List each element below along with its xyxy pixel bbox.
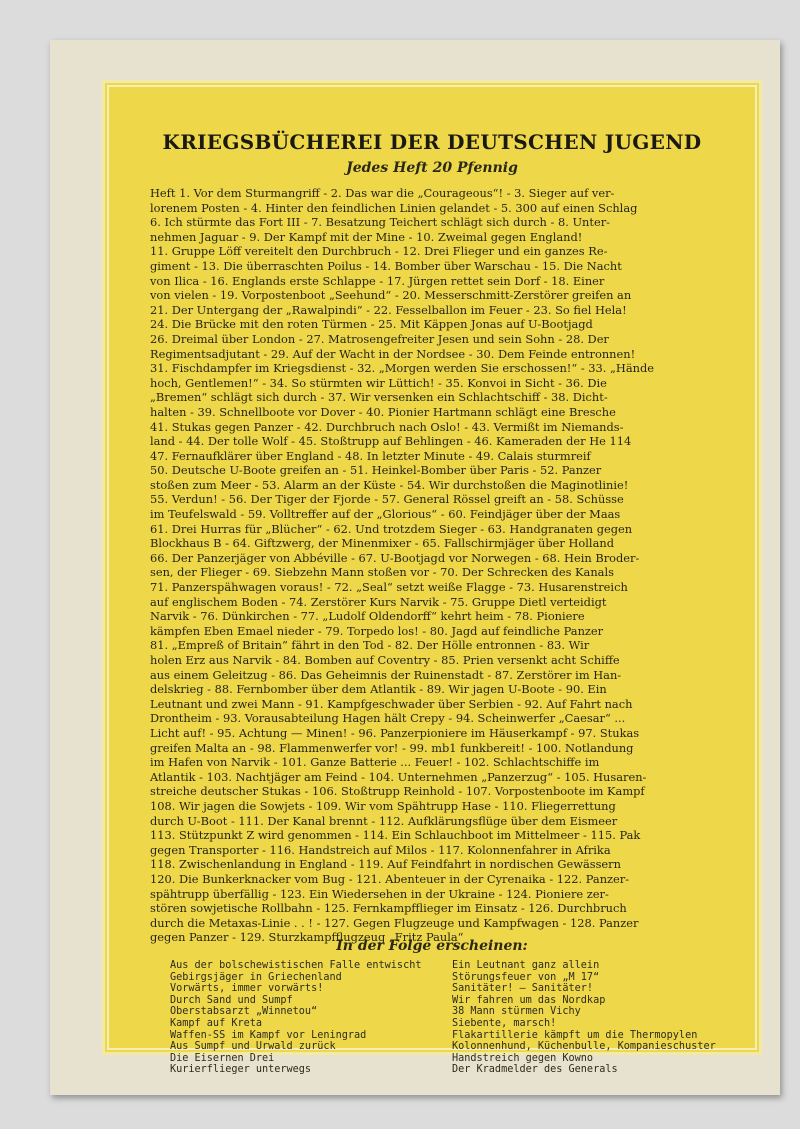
upcoming-title: Kolonnenhund, Küchenbulle, Kompanieschuster	[452, 1041, 716, 1053]
upcoming-title: 38 Mann stürmen Vichy	[452, 1006, 581, 1018]
upcoming-title: Wir fahren um das Nordkap	[452, 994, 606, 1006]
issue-list-line: im Hafen von Narvik - 101. Ganze Batterie ... Feuer! - 102. Schlachtschiffe im	[150, 755, 600, 770]
upcoming-title: Oberstabsarzt „Winnetou“	[170, 1006, 318, 1018]
upcoming-title: Der Kradmelder des Generals	[452, 1064, 618, 1076]
upcoming-title: Vorwärts, immer vorwärts!	[170, 983, 324, 995]
issue-list-line: streiche deutscher Stukas - 106. Stoßtrupp Reinhold - 107. Vorpostenboote im Kampf	[150, 784, 645, 799]
upcoming-title: Durch Sand und Sumpf	[170, 994, 293, 1006]
issue-list-line: nehmen Jaguar - 9. Der Kampf mit der Mine - 10. Zweimal gegen England!	[150, 229, 583, 244]
issue-list-line: 50. Deutsche U-Boote greifen an - 51. Heinkel-Bomber über Paris - 52. Panzer	[150, 463, 602, 478]
issue-list-line: 41. Stukas gegen Panzer - 42. Durchbruch nach Oslo! - 43. Vermißt im Niemands-	[150, 419, 624, 434]
issue-list-line: auf englischem Boden - 74. Zerstörer Kurs Narvik - 75. Gruppe Dietl verteidigt	[150, 594, 607, 609]
issue-list-line: Regimentsadjutant - 29. Auf der Wacht in der Nordsee - 30. Dem Feinde entronnen!	[150, 346, 636, 361]
issue-list-line: 118. Zwischenlandung in England - 119. Auf Feindfahrt in nordischen Gewässern	[150, 857, 621, 872]
upcoming-list-right	[452, 960, 752, 1076]
issue-list-line: halten - 39. Schnellboote vor Dover - 40. Pionier Hartmann schlägt eine Bresche	[150, 404, 616, 419]
issue-list-line: 113. Stützpunkt Z wird genommen - 114. Ein Schlauchboot im Mittelmeer - 115. Pak	[150, 828, 641, 843]
issue-list-line: 26. Dreimal über London - 27. Matrosengefreiter Jesen und sein Sohn - 28. Der	[150, 331, 609, 346]
issue-list-line: „Bremen“ schlägt sich durch - 37. Wir versenken ein Schlachtschiff - 38. Dicht-	[150, 390, 608, 405]
upcoming-title: Kampf auf Kreta	[170, 1017, 263, 1029]
upcoming-title: Flakartillerie kämpft um die Thermopylen	[452, 1029, 698, 1041]
issue-list-line: durch die Metaxas-Linie . . ! - 127. Gegen Flugzeuge und Kampfwagen - 128. Panzer	[150, 915, 639, 930]
booklet-cover	[50, 40, 780, 1095]
issue-list-line: hoch, Gentlemen!“ - 34. So stürmten wir Lüttich! - 35. Konvoi in Sicht - 36. Die	[150, 375, 607, 390]
upcoming-list-left	[170, 960, 440, 1076]
price-subtitle: Jedes Heft 20 Pfennig	[346, 160, 518, 176]
issue-list-line: durch U-Boot - 111. Der Kanal brennt - 112. Aufklärungsflüge über dem Eismeer	[150, 813, 618, 828]
yellow-panel	[102, 80, 762, 1076]
issue-list-line: holen Erz aus Narvik - 84. Bomben auf Coventry - 85. Prien versenkt acht Schiffe	[150, 653, 620, 667]
issue-list-line: Leutnant und zwei Mann - 91. Kampfgeschwader über Serbien - 92. Auf Fahrt nach	[150, 696, 633, 711]
issue-list-line: spähtrupp überfällig - 123. Ein Wiedersehen in der Ukraine - 124. Pioniere zer-	[150, 886, 609, 901]
upcoming-title: Aus der bolschewistischen Falle entwischt	[170, 960, 422, 971]
upcoming-title: Sanitäter! — Sanitäter!	[452, 983, 594, 995]
issue-list-line: gegen Panzer - 129. Sturzkampfflugzeug „Fritz Paula“	[150, 930, 464, 945]
issue-list-line: sen, der Flieger - 69. Siebzehn Mann stoßen vor - 70. Der Schrecken des Kanals	[150, 565, 614, 580]
upcoming-title: Störungsfeuer von „M 17“	[452, 971, 600, 983]
page-title: KRIEGSBÜCHEREI DER DEUTSCHEN JUGEND	[162, 130, 702, 154]
issue-list-line: 31. Fischdampfer im Kriegsdienst - 32. „Morgen werden Sie erschossen!“ - 33. „Hände	[150, 361, 655, 376]
issue-list-line: lorenem Posten - 4. Hinter den feindlichen Linien gelandet - 5. 300 auf einen Schlag	[150, 200, 638, 215]
upcoming-title: Aus Sumpf und Urwald zurück	[170, 1041, 336, 1053]
issue-list-line: 21. Der Untergang der „Rawalpindi“ - 22. Fesselballon im Feuer - 23. So fiel Hela!	[150, 302, 627, 317]
issue-list-line: 47. Fernaufklärer über England - 48. In letzter Minute - 49. Calais sturmreif	[150, 448, 591, 463]
issue-list-line: giment - 13. Die überraschten Poilus - 14. Bomber über Warschau - 15. Die Nacht	[150, 258, 622, 273]
issue-list-line: Heft 1. Vor dem Sturmangriff - 2. Das war die „Courageous“! - 3. Sieger auf ver-	[150, 186, 615, 200]
folge-heading: In der Folge erscheinen:	[336, 938, 528, 954]
issue-list-line: 61. Drei Hurras für „Blücher“ - 62. Und trotzdem Sieger - 63. Handgranaten gegen	[150, 521, 633, 536]
issue-list-line: 24. Die Brücke mit den roten Türmen - 25. Mit Käppen Jonas auf U-Bootjagd	[150, 317, 593, 332]
issue-list-line: im Teufelswald - 59. Volltreffer auf der „Glorious“ - 60. Feindjäger über der Maas	[150, 507, 621, 522]
issue-list-line: von Ilica - 16. Englands erste Schlappe - 17. Jürgen rettet sein Dorf - 18. Einer	[150, 273, 605, 288]
issue-list-line: 11. Gruppe Löff vereitelt den Durchbruch - 12. Drei Flieger und ein ganzes Re-	[150, 244, 608, 259]
issue-list-line: von vielen - 19. Vorpostenboot „Seehund“ - 20. Messerschmitt-Zerstörer greifen an	[150, 288, 632, 303]
upcoming-title: Waffen-SS im Kampf vor Leningrad	[170, 1029, 367, 1041]
issue-list-line: greifen Malta an - 98. Flammenwerfer vor! - 99. mb1 funkbereit! - 100. Notlandung	[150, 740, 634, 755]
upcoming-title: Kurierflieger unterwegs	[170, 1064, 312, 1076]
issue-list-line: 6. Ich stürmte das Fort III - 7. Besatzung Teichert schlägt sich durch - 8. Unter-	[150, 215, 611, 230]
upcoming-title: Handstreich gegen Kowno	[452, 1052, 594, 1064]
issue-list-line: 81. „Empreß of Britain“ fährt in den Tod - 82. Der Hölle entronnen - 83. Wir	[150, 638, 590, 653]
upcoming-title: Gebirgsjäger in Griechenland	[170, 971, 342, 983]
issue-list-line: stören sowjetische Rollbahn - 125. Fernkampfflieger im Einsatz - 126. Durchbruch	[150, 901, 627, 916]
issue-list-line: aus einem Geleitzug - 86. Das Geheimnis der Ruinenstadt - 87. Zerstörer im Han-	[150, 667, 622, 682]
issue-list-line: gegen Transporter - 116. Handstreich auf Milos - 117. Kolonnenfahrer in Afrika	[150, 842, 611, 857]
issue-list-line: kämpfen Eben Emael nieder - 79. Torpedo los! - 80. Jagd auf feindliche Panzer	[150, 623, 604, 638]
issue-list-line: 108. Wir jagen die Sowjets - 109. Wir vom Spähtrupp Hase - 110. Fliegerrettung	[150, 798, 616, 813]
issue-list-line: delskrieg - 88. Fernbomber über dem Atlantik - 89. Wir jagen U-Boote - 90. Ein	[150, 682, 607, 697]
issue-list-line: 55. Verdun! - 56. Der Tiger der Fjorde - 57. General Rössel greift an - 58. Schüsse	[150, 492, 624, 507]
issue-list-line: Licht auf! - 95. Achtung — Minen! - 96. Panzerpioniere im Häuserkampf - 97. Stukas	[150, 725, 640, 740]
upcoming-title: Die Eisernen Drei	[170, 1052, 275, 1064]
upcoming-title: Ein Leutnant ganz allein	[452, 960, 600, 971]
issue-list	[150, 186, 720, 945]
issue-list-line: land - 44. Der tolle Wolf - 45. Stoßtrupp auf Behlingen - 46. Kameraden der He 114	[150, 434, 632, 449]
issue-list-line: Atlantik - 103. Nachtjäger am Feind - 104. Unternehmen „Panzerzug“ - 105. Husaren-	[150, 769, 647, 784]
issue-list-line: 66. Der Panzerjäger von Abbéville - 67. U-Bootjagd vor Norwegen - 68. Hein Broder-	[150, 550, 640, 565]
upcoming-title: Siebente, marsch!	[452, 1017, 557, 1029]
issue-list-line: 71. Panzerspähwagen voraus! - 72. „Seal“ setzt weiße Flagge - 73. Husarenstreich	[150, 580, 628, 595]
issue-list-line: Blockhaus B - 64. Giftzwerg, der Minenmixer - 65. Fallschirmjäger über Holland	[150, 536, 614, 551]
issue-list-line: Narvik - 76. Dünkirchen - 77. „Ludolf Oldendorff“ kehrt heim - 78. Pioniere	[150, 609, 585, 624]
issue-list-line: stoßen zum Meer - 53. Alarm an der Küste - 54. Wir durchstoßen die Maginotlinie!	[150, 477, 629, 492]
issue-list-line: Drontheim - 93. Vorausabteilung Hagen hält Crepy - 94. Scheinwerfer „Caesar“ ...	[150, 711, 626, 726]
issue-list-line: 120. Die Bunkerknacker vom Bug - 121. Abenteuer in der Cyrenaika - 122. Panzer-	[150, 871, 630, 886]
